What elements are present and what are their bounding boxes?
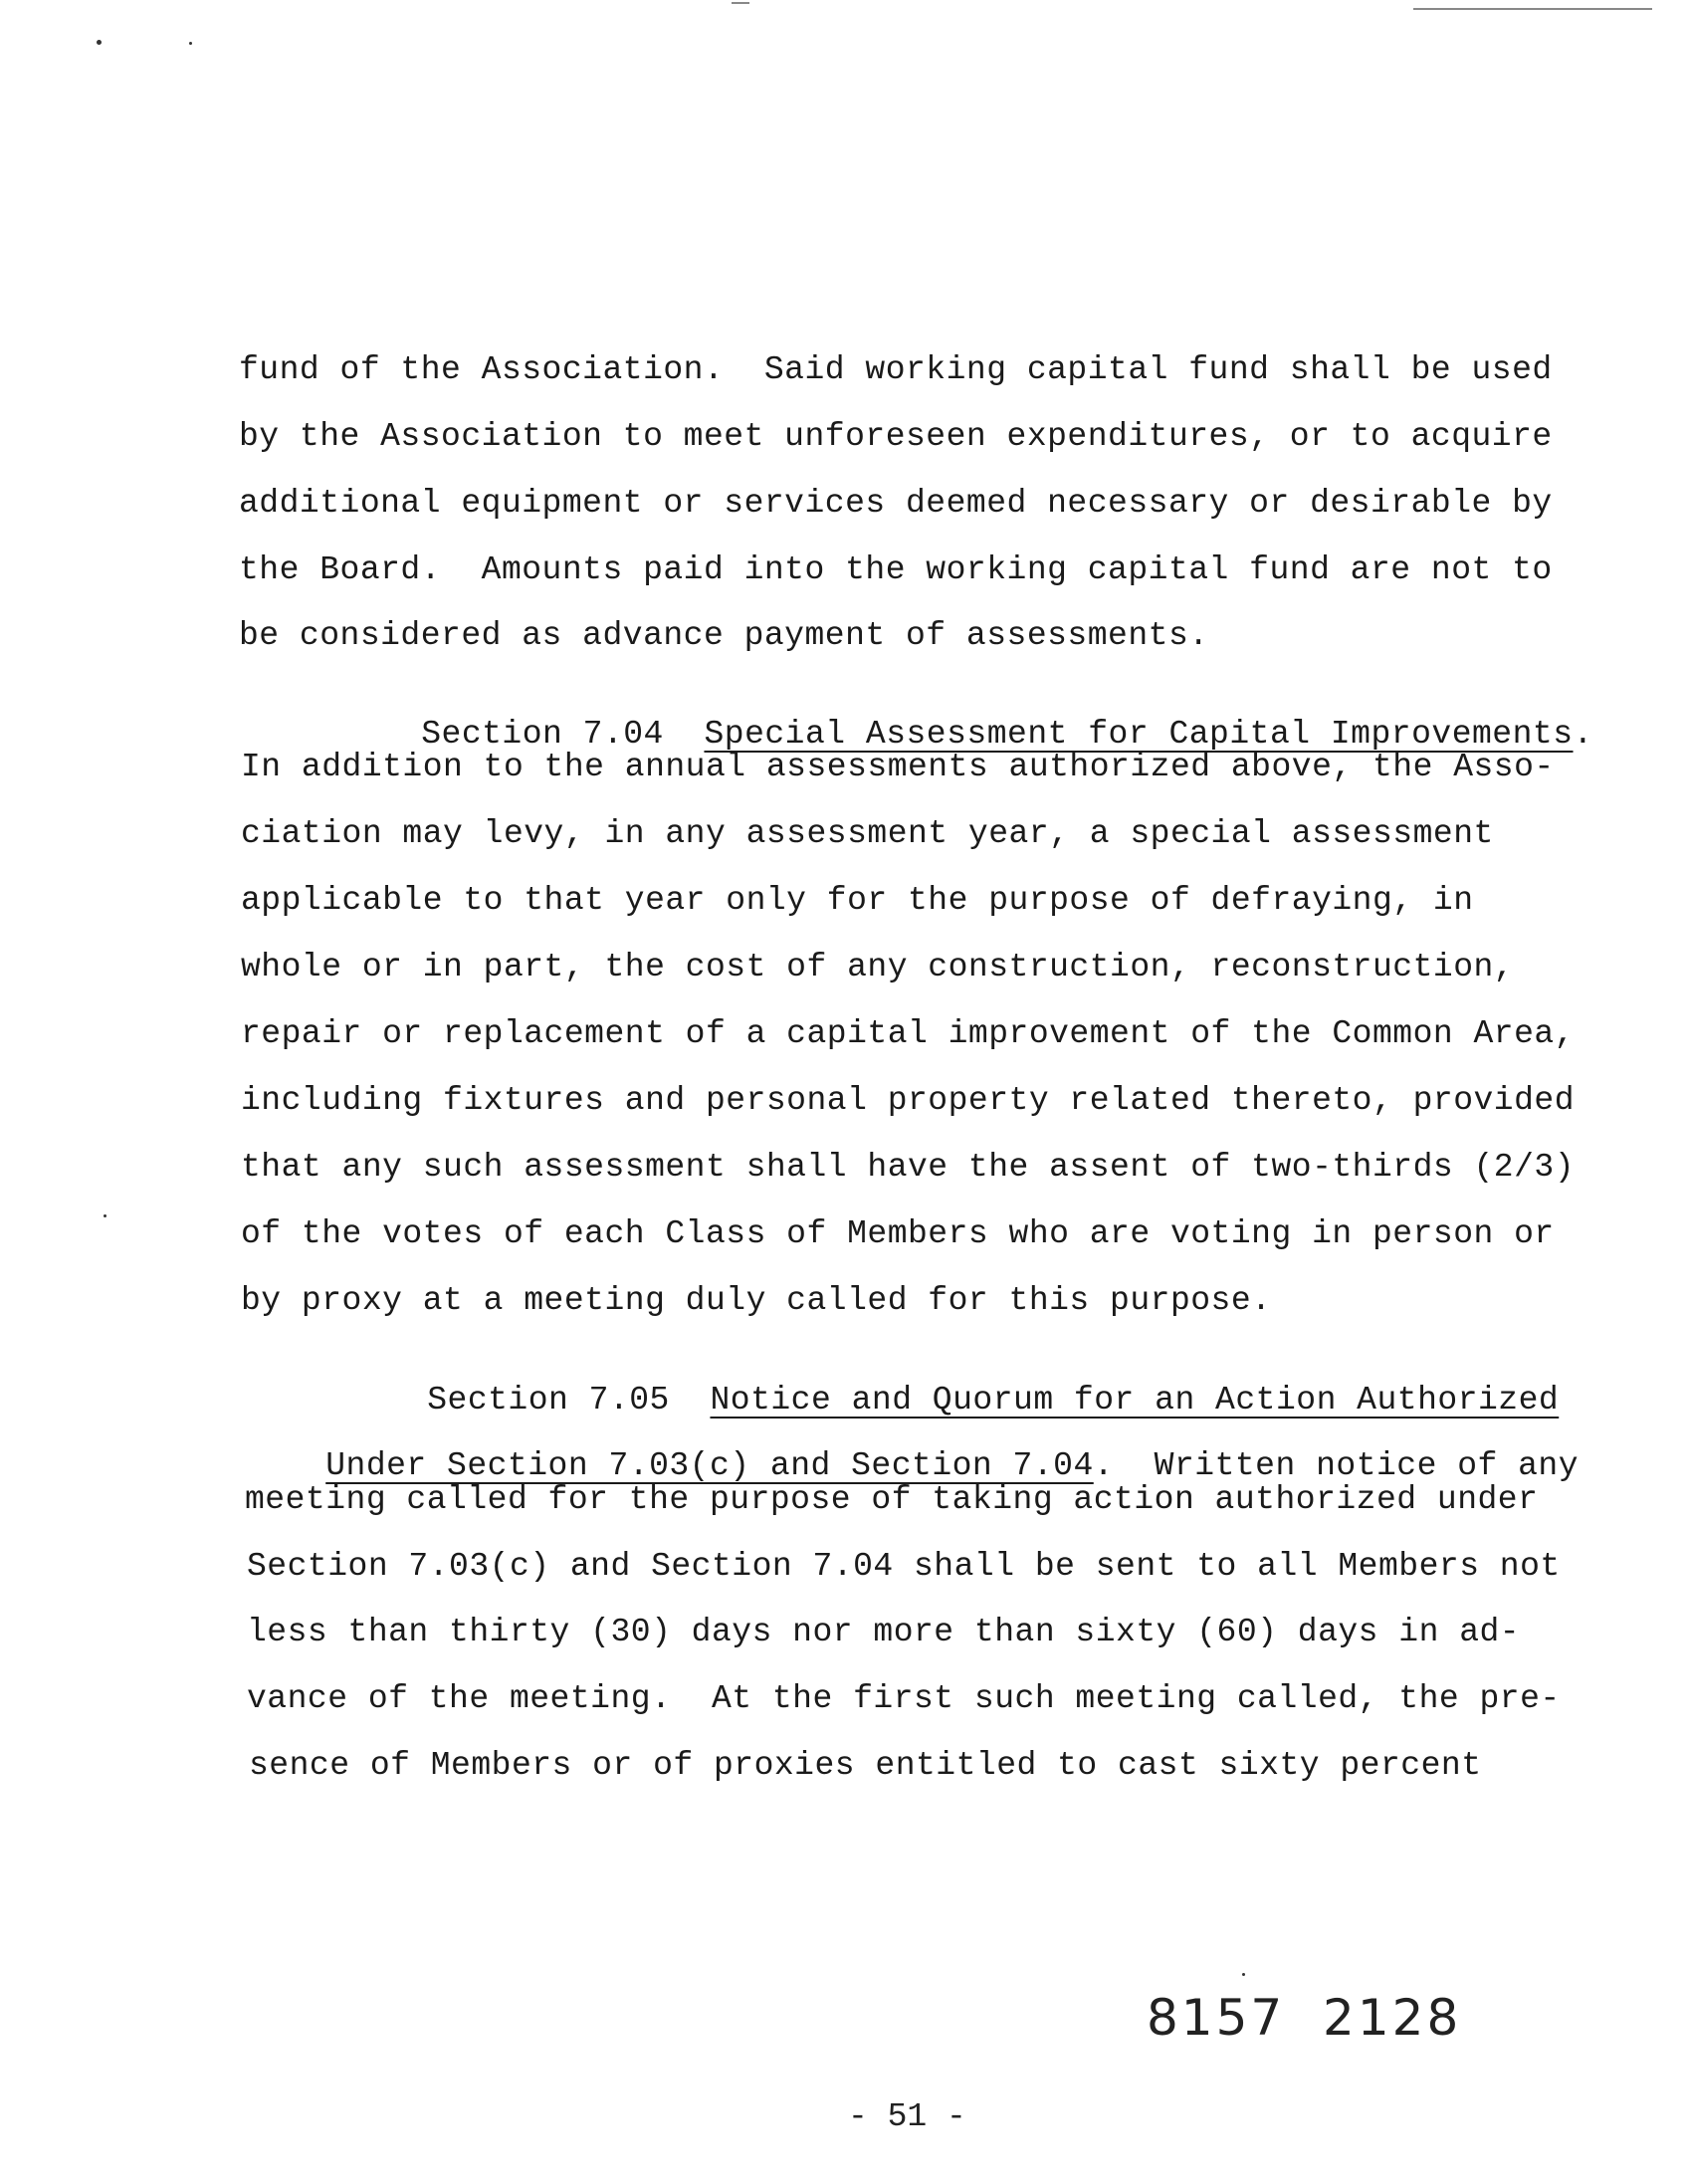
body-text-line: whole or in part, the cost of any construction, reconstruction, bbox=[241, 949, 1515, 985]
section-title: Special Assessment for Capital Improvements bbox=[704, 716, 1574, 753]
scan-speck bbox=[1242, 1973, 1245, 1976]
document-number: 8157 2128 bbox=[1147, 1989, 1462, 2047]
body-text-line: Section 7.03(c) and Section 7.04 shall be sent to all Members not bbox=[247, 1548, 1561, 1585]
body-text-line: meeting called for the purpose of taking action authorized under bbox=[245, 1481, 1539, 1518]
body-text-line: applicable to that year only for the purpose of defraying, in bbox=[241, 882, 1474, 919]
section-title-period: . bbox=[1093, 1447, 1115, 1484]
body-text-line: including fixtures and personal property related thereto, provided bbox=[241, 1082, 1576, 1119]
scan-speck bbox=[189, 42, 192, 45]
body-text-line: less than thirty (30) days nor more than sixty (60) days in ad- bbox=[247, 1614, 1521, 1650]
scan-edge-line bbox=[1413, 8, 1652, 10]
body-text-line: fund of the Association. Said working capital fund shall be used bbox=[239, 351, 1553, 388]
section-label: Section 7.05 bbox=[427, 1382, 670, 1419]
scan-edge-line bbox=[732, 2, 749, 4]
section-title-continued: Under Section 7.03(c) and Section 7.04 bbox=[325, 1447, 1094, 1484]
body-text-line: In addition to the annual assessments authorized above, the Asso- bbox=[241, 749, 1555, 785]
section-title-period: . bbox=[1573, 716, 1593, 753]
body-text-line: by the Association to meet unforeseen expenditures, or to acquire bbox=[239, 418, 1553, 455]
body-text-line: of the votes of each Class of Members who are voting in person or bbox=[241, 1215, 1555, 1252]
page-number: - 51 - bbox=[848, 2098, 966, 2135]
body-text-fragment: Written notice of any bbox=[1114, 1447, 1580, 1484]
body-text-line: be considered as advance payment of assessments. bbox=[239, 617, 1209, 654]
body-text-line: ciation may levy, in any assessment year, a special assessment bbox=[241, 815, 1494, 852]
body-text-line: vance of the meeting. At the first such meeting called, the pre- bbox=[247, 1680, 1561, 1717]
body-text-line: that any such assessment shall have the assent of two-thirds (2/3) bbox=[241, 1149, 1576, 1186]
body-text-line: by proxy at a meeting duly called for this purpose. bbox=[241, 1282, 1272, 1319]
body-text-line: additional equipment or services deemed necessary or desirable by bbox=[239, 485, 1553, 522]
section-label: Section 7.04 bbox=[421, 716, 664, 753]
body-text-line: the Board. Amounts paid into the working capital fund are not to bbox=[239, 551, 1553, 588]
scan-speck bbox=[104, 1214, 106, 1217]
body-text-line: repair or replacement of a capital improvement of the Common Area, bbox=[241, 1015, 1576, 1052]
scan-speck bbox=[97, 40, 102, 45]
body-text-line: sence of Members or of proxies entitled to cast sixty percent bbox=[249, 1747, 1482, 1784]
section-title: Notice and Quorum for an Action Authorized bbox=[710, 1382, 1560, 1419]
